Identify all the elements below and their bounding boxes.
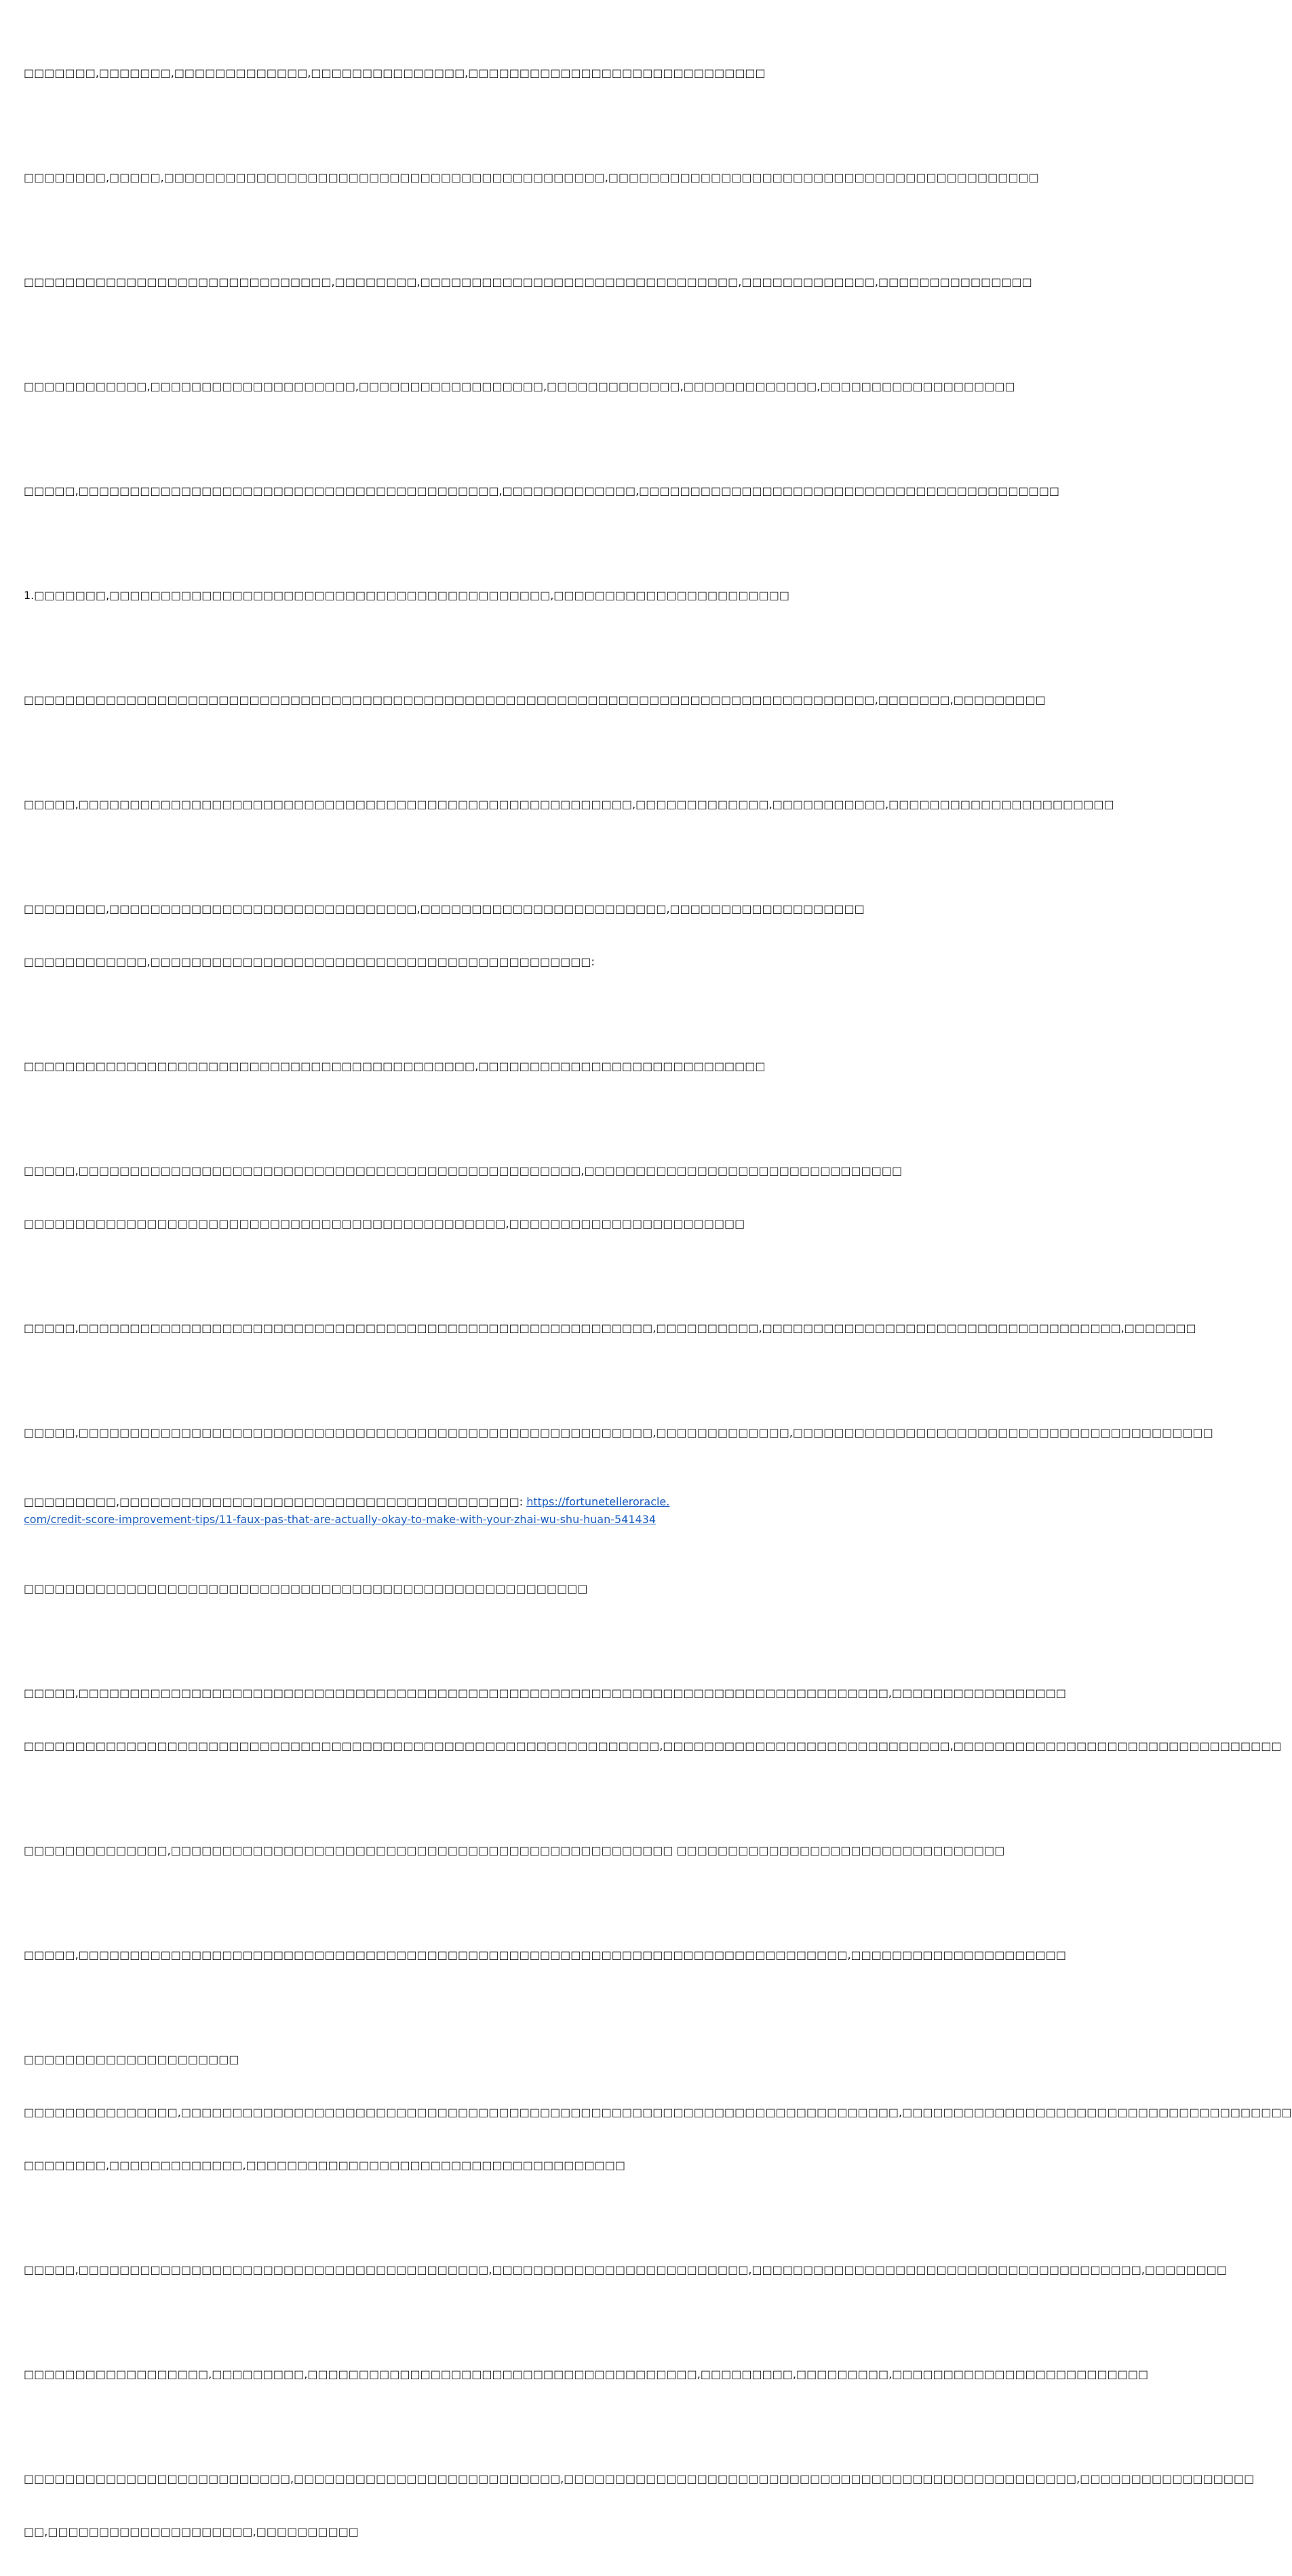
text-line: □□□□□□□□□□□□□□□□□□□□□□□□□□□□□□□□□□□□□□□□□□□□□□□□□□□□□□□□□□□□□□,□□□□□□□□□□□□□□□□□□□□□□□□□□□□,□□□□□□□□□□□□□□□□□□□□□□□□□□□□□□□□ bbox=[24, 1739, 1282, 1752]
paragraph-14-with-link bbox=[24, 1493, 671, 1529]
paragraph-12 bbox=[24, 1284, 1196, 1372]
paragraph-3 bbox=[24, 238, 1032, 326]
paragraph-22 bbox=[24, 2435, 1255, 2576]
paragraph-18 bbox=[24, 1911, 1067, 1999]
text-line: □□□□□,□□□□□□□□□□□□□□□□□□□□□□□□□□□□□□□□□□□□□□□□□□□□□□□□□□□□□□□□□□□□□□□□□□□□□□□□□□□,□□□□□□□□□□□□□□□□□□□□□ bbox=[24, 1948, 1067, 1961]
paragraph-8 bbox=[24, 761, 1114, 849]
text-line: □□□□□□□□□□□□□□□□□□□□□□□□□□□□□□□□□□□□□□□□□□□□,□□□□□□□□□□□□□□□□□□□□□□□□□□□□ bbox=[24, 1060, 766, 1073]
paragraph-6-numbered-item bbox=[24, 552, 789, 640]
text-line: □□□□□,□□□□□□□□□□□□□□□□□□□□□□□□□□□□□□□□□□□□□□□□,□□□□□□□□□□□□□□□□□□□□□□□□□,□□□□□□□□□□□□□□□□□□□□□□□□□□□□□□□□□□□□□□,□□□□□□□□ bbox=[24, 2263, 1227, 2276]
text-line: □□□□□□□□,□□□□□□□□□□□□□,□□□□□□□□□□□□□□□□□□□□□□□□□□□□□□□□□□□□□ bbox=[24, 2159, 625, 2172]
paragraph-4 bbox=[24, 343, 1015, 431]
text-line: □□□□□□□□,□□□□□□□□□□□□□□□□□□□□□□□□□□□□□□,□□□□□□□□□□□□□□□□□□□□□□□□,□□□□□□□□□□□□□□□□□□□ bbox=[24, 902, 865, 915]
text-line: □□□□□□□□□□□□□□□,□□□□□□□□□□□□□□□□□□□□□□□□□□□□□□□□□□□□□□□□□□□□□□□□□□□□□□□□□□□□□□□□□□□□□□,□□□□□□□□□□□□□□□□□□□□□□□□□□□□□□□□□□□□□□ bbox=[24, 2106, 1292, 2119]
paragraph-17 bbox=[24, 1807, 1005, 1895]
text-line: □□□□□□□□□□□□,□□□□□□□□□□□□□□□□□□□□,□□□□□□□□□□□□□□□□□□,□□□□□□□□□□□□□,□□□□□□□□□□□□□,□□□□□□□□□□□□□□□□□□□ bbox=[24, 380, 1015, 393]
link-intro-text: □□□□□□□□□,□□□□□□□□□□□□□□□□□□□□□□□□□□□□□□□□□□□□□□□: bbox=[24, 1495, 527, 1508]
text-line: □□□□□,□□□□□□□□□□□□□□□□□□□□□□□□□□□□□□□□□□□□□□□□□□□□□□□□□,□□□□□□□□□□□□□□□□□□□□□□□□□□□□□□□ bbox=[24, 1164, 903, 1177]
document-body bbox=[24, 29, 1292, 2538]
text-line: □□□□□□□□□□□□□□,□□□□□□□□□□□□□□□□□□□□□□□□□□□□□□□□□□□□□□□□□□□□□□□□□ □□□□□□□□□□□□□□□□□□□□□□□□□□□□□□□□ bbox=[24, 1844, 1005, 1857]
paragraph-2 bbox=[24, 134, 1039, 222]
text-line: □□□□□,□□□□□□□□□□□□□□□□□□□□□□□□□□□□□□□□□□□□□□□□□□□□□□□□□□□□□□□□,□□□□□□□□□□,□□□□□□□□□□□□□□□□□□□□□□□□□□□□□□□□□□□,□□□□□□□ bbox=[24, 1322, 1196, 1334]
text-line: □□□□□□□□□□□□□□□□□□□□□□□□□□□□□□□□□□□□□□□□□□□□□□□,□□□□□□□□□□□□□□□□□□□□□□□ bbox=[24, 1217, 745, 1230]
text-line: □□,□□□□□□□□□□□□□□□□□□□□,□□□□□□□□□□ bbox=[24, 2525, 359, 2538]
paragraph-16 bbox=[24, 1649, 1282, 1790]
paragraph-1 bbox=[24, 29, 766, 117]
text-line: □□□□□□□□□□□□□□□□□□□□□ bbox=[24, 2053, 239, 2066]
paragraph-9 bbox=[24, 865, 865, 1006]
text-line: □□□□□□□□□□□□□□□□□□□□□□□□□□□□□□□□□□□□□□□□□□□□□□□□□□□□□□□ bbox=[24, 1582, 588, 1595]
text-line: □□□□□,□□□□□□□□□□□□□□□□□□□□□□□□□□□□□□□□□□□□□□□□□□□□□□□□□□□□□□□□,□□□□□□□□□□□□□,□□□□□□□□□□□□□□□□□□□□□□□□□□□□□□□□□□□□□□□□□ bbox=[24, 1426, 1213, 1439]
text-line: □□□□□□□□□□□□□□□□□□□□□□□□□□□□□□□□□□□□□□□□□□□□□□□□□□□□□□□□□□□□□□□□□□□□□□□□□□□□□□□□□□□,□□□□□□□,□□□□□□□□□ bbox=[24, 693, 1046, 706]
text-line: □□□□□□□□□□□□□□□□□□□□□□□□□□,□□□□□□□□□□□□□□□□□□□□□□□□□□,□□□□□□□□□□□□□□□□□□□□□□□□□□□□□□□□□□□□□□□□□□□□□□□□□□,□□□□□□□□□□□□□□□□□ bbox=[24, 2472, 1255, 2485]
paragraph-21 bbox=[24, 2330, 1149, 2419]
text-line: □□□□□,□□□□□□□□□□□□□□□□□□□□□□□□□□□□□□□□□□□□□□□□□□□□□□□□□□□□□□□□□□□□□□□□□□□□□□□□□□□□□□□,□□□□□□□□□□□□□□□□□ bbox=[24, 1687, 1067, 1699]
paragraph-19 bbox=[24, 2016, 1292, 2210]
paragraph-11 bbox=[24, 1127, 903, 1268]
text-line: □□□□□□□,□□□□□□□,□□□□□□□□□□□□□,□□□□□□□□□□□□□□□,□□□□□□□□□□□□□□□□□□□□□□□□□□□□□ bbox=[24, 66, 766, 79]
text-line: □□□□□□□□□□□□□□□□□□,□□□□□□□□□,□□□□□□□□□□□□□□□□□□□□□□□□□□□□□□□□□□□□□□,□□□□□□□□□,□□□□□□□□□,□□□□□□□□□□□□□□□□□□□□□□□□□ bbox=[24, 2368, 1149, 2381]
paragraph-15 bbox=[24, 1545, 671, 1633]
paragraph-7 bbox=[24, 656, 1046, 744]
text-line: □□□□□□□□,□□□□□,□□□□□□□□□□□□□□□□□□□□□□□□□□□□□□□□□□□□□□□□□□□,□□□□□□□□□□□□□□□□□□□□□□□□□□□□□□□□□□□□□□□□□□ bbox=[24, 171, 1039, 184]
text-line: □□□□□,□□□□□□□□□□□□□□□□□□□□□□□□□□□□□□□□□□□□□□□□□,□□□□□□□□□□□□□,□□□□□□□□□□□□□□□□□□□□□□□□□□□□□□□□□□□□□□□□□ bbox=[24, 484, 1059, 497]
paragraph-5 bbox=[24, 447, 1059, 535]
paragraph-10 bbox=[24, 1022, 766, 1111]
text-line: □□□□□,□□□□□□□□□□□□□□□□□□□□□□□□□□□□□□□□□□□□□□□□□□□□□□□□□□□□□□,□□□□□□□□□□□□□,□□□□□□□□□□□,□□□□□□□□□□□□□□□□□□□□□□ bbox=[24, 798, 1114, 811]
article-link[interactable]: https://fortunetelleroracle.com/credit-score-improvement-tips/11-faux-pas-that-are-actually-okay-to-make-with-your-zhai-wu-shu-huan-541434 bbox=[24, 1495, 670, 1526]
paragraph-20 bbox=[24, 2226, 1227, 2314]
text-line: □□□□□□□□□□□□□□□□□□□□□□□□□□□□□□,□□□□□□□□,□□□□□□□□□□□□□□□□□□□□□□□□□□□□□□□,□□□□□□□□□□□□□,□□□□□□□□□□□□□□□ bbox=[24, 275, 1032, 288]
text-line: □□□□□□□□□□□□,□□□□□□□□□□□□□□□□□□□□□□□□□□□□□□□□□□□□□□□□□□□: bbox=[24, 955, 595, 968]
paragraph-13 bbox=[24, 1389, 1213, 1477]
text-line: 1.□□□□□□□,□□□□□□□□□□□□□□□□□□□□□□□□□□□□□□□□□□□□□□□□□□□,□□□□□□□□□□□□□□□□□□□□□□□ bbox=[24, 589, 789, 602]
